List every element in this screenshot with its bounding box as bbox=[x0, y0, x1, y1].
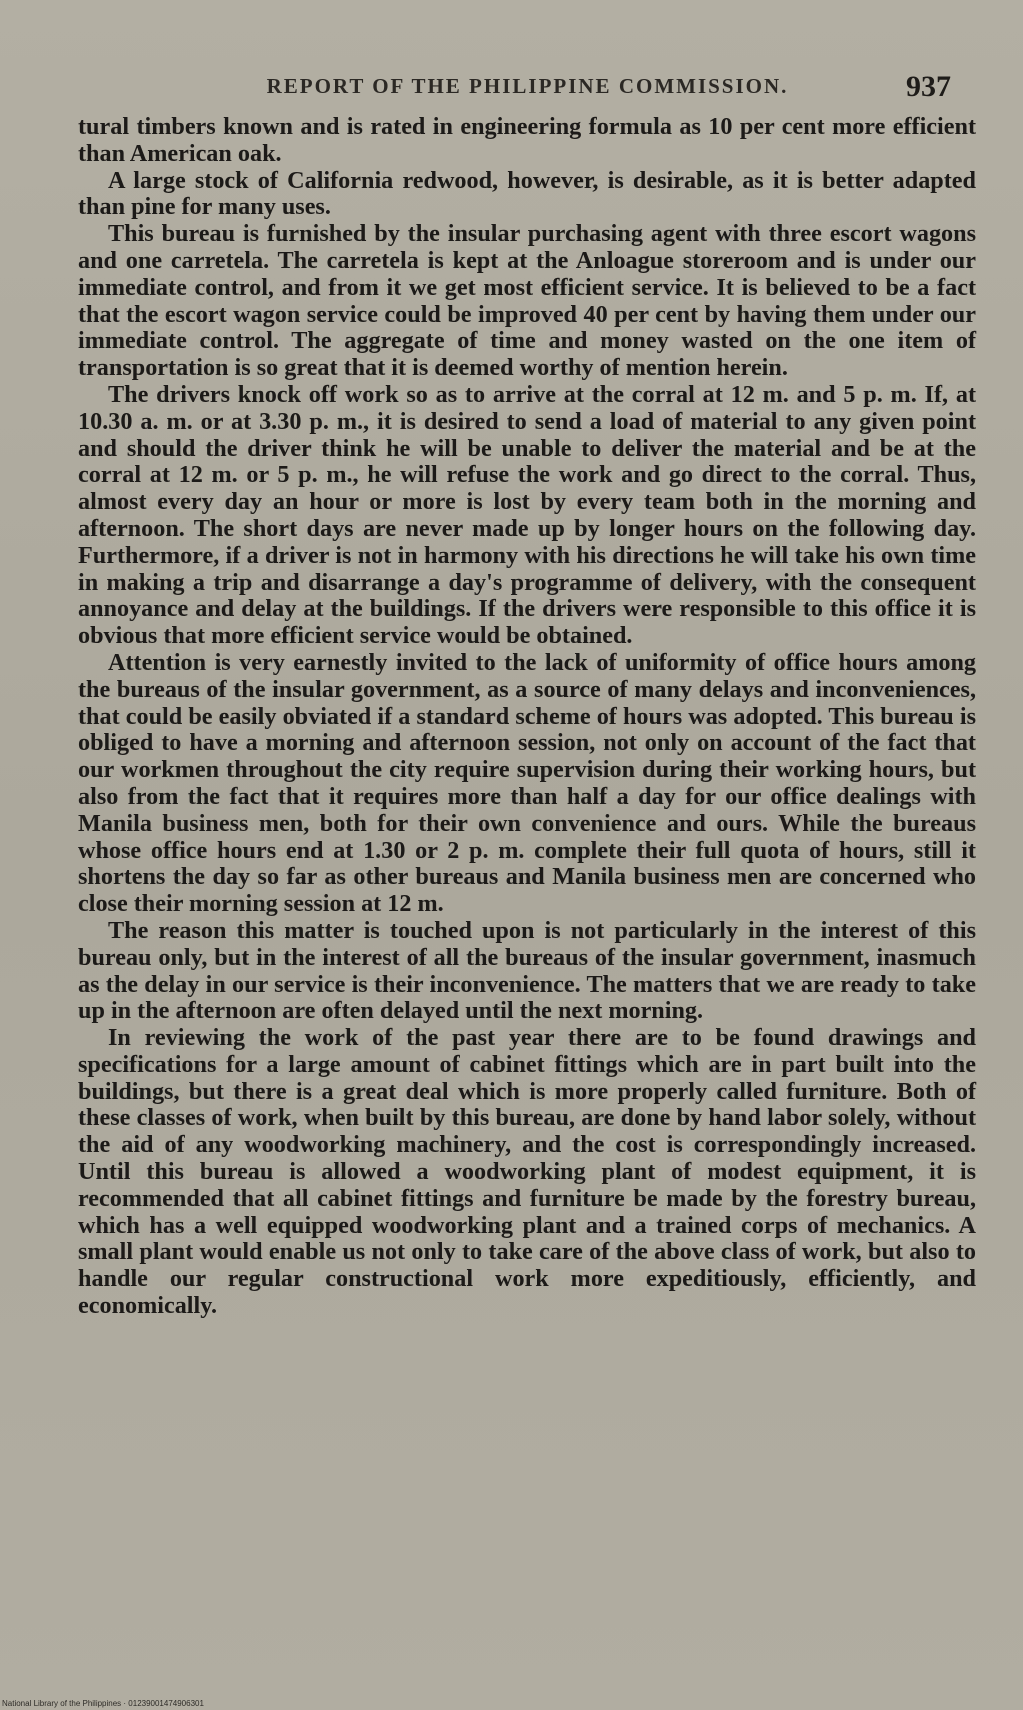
page-number: 937 bbox=[906, 70, 951, 103]
paragraph-wagons: This bureau is furnished by the insular purchasing agent with three escort wagons and one carretela. The carretela is kept at the Anloague storeroom and is under our immediate control, and from it we get most efficient service. It is believed to be a fact that the escort wagon service could be improved 40 per cent by having them under our immediate control. The aggregate of time and money wasted on the one item of transportation is so great that it is deemed worthy of mention herein. bbox=[78, 220, 976, 382]
paragraph-redwood: A large stock of California redwood, however, is desirable, as it is better adapted than pine for many uses. bbox=[78, 166, 976, 221]
paragraph-cabinet-work: In reviewing the work of the past year there are to be found drawings and specifications for a large amount of cabinet fittings which are in part built into the buildings, but there is a great deal which is more properly called furniture. Both of these classes of work, when built by this bureau, are done by hand labor solely, without the aid of any woodworking machinery, and the cost is correspondingly increased. Until this bureau is allowed a woodworking plant of modest equipment, it is recommended that all cabinet fittings and furniture be made by the forestry bureau, which has a well equipped woodworking plant and a trained corps of mechanics. A small plant would enable us not only to take care of the above class of work, but also to handle our regular constructional work more expeditiously, efficiently, and economically. bbox=[78, 1024, 976, 1320]
running-head: REPORT OF THE PHILIPPINE COMMISSION. bbox=[266, 74, 789, 98]
source-watermark: National Library of the Philippines · 01239001474906301 bbox=[2, 1699, 204, 1708]
body-text bbox=[78, 114, 976, 1320]
paragraph-office-hours: Attention is very earnestly invited to the lack of uniformity of office hours among the bureaus of the insular government, as a source of many delays and inconveniences, that could be easily obviated if a standard scheme of hours was adopted. This bureau is obliged to have a morning and afternoon session, not only on account of the fact that our workmen throughout the city require supervision during their working hours, but also from the fact that it requires more than half a day for our office dealings with Manila business men, both for their own convenience and ours. While the bureaus whose office hours end at 1.30 or 2 p. m. complete their full quota of hours, still it shortens the day so far as other bureaus and Manila business men are concerned who close their morning session at 12 m. bbox=[78, 648, 976, 918]
paragraph-reason: The reason this matter is touched upon is not particularly in the interest of this bureau only, but in the interest of all the bureaus of the insular government, inasmuch as the delay in our service is their inconvenience. The matters that we are ready to take up in the afternoon are often delayed until the next morning. bbox=[78, 916, 976, 1025]
paragraph-drivers: The drivers knock off work so as to arrive at the corral at 12 m. and 5 p. m. If, at 10.30 a. m. or at 3.30 p. m., it is desired to send a load of material to any given point and should the driver think he will be unable to deliver the material and be at the corral at 12 m. or 5 p. m., he will refuse the work and go direct to the corral. Thus, almost every day an hour or more is lost by every team both in the morning and afternoon. The short days are never made up by longer hours on the following day. Furthermore, if a driver is not in harmony with his directions he will take his own time in making a trip and disarrange a day's programme of delivery, with the consequent annoyance and delay at the buildings. If the drivers were responsible to this office it is obvious that more efficient service would be obtained. bbox=[78, 380, 976, 650]
paragraph-continued: tural timbers known and is rated in engineering formula as 10 per cent more efficient than American oak. bbox=[78, 113, 976, 167]
page-header bbox=[80, 70, 975, 110]
